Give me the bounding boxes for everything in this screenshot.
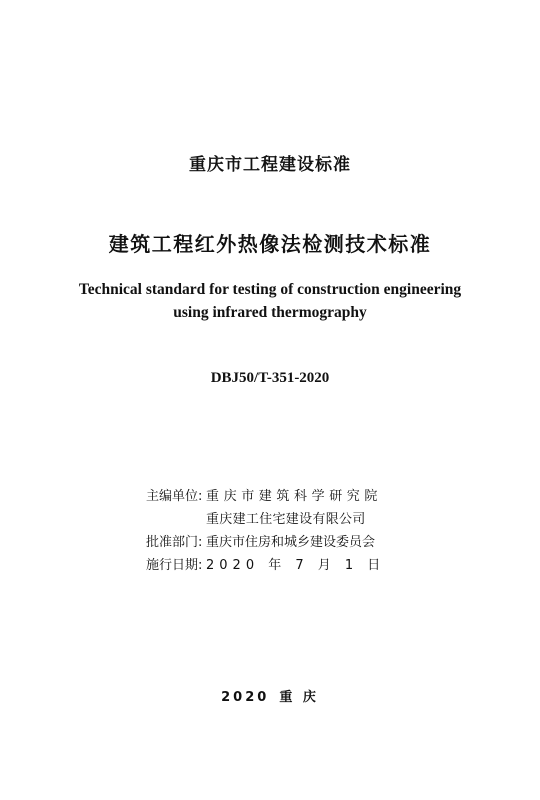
- title-chinese: 建筑工程红外热像法检测技术标准: [108, 232, 432, 256]
- standard-code: DBJ50/T-351-2020: [210, 370, 330, 386]
- editor-row: [146, 485, 385, 508]
- editor-label: 主编单位:: [146, 489, 203, 504]
- approver-row: [146, 531, 385, 554]
- footer-publisher: [0, 686, 540, 705]
- editor-unit-2: 重庆建工住宅建设有限公司: [206, 512, 366, 527]
- footer-city: 重 庆: [279, 690, 319, 705]
- title-english: [0, 278, 540, 324]
- series-title: 重庆市工程建设标准: [189, 155, 351, 175]
- editor-row-2: [146, 508, 385, 531]
- publication-info: [146, 485, 385, 577]
- editor-unit-1: 重庆市建筑科学研究院: [206, 489, 383, 504]
- approver-label: 批准部门:: [146, 535, 203, 550]
- title-english-line-1: Technical standard for testing of construction engineering: [78, 281, 462, 298]
- date-value: 2020 年 7 月 1 日: [206, 558, 386, 573]
- date-row: [146, 554, 385, 577]
- footer-year: 2020: [221, 690, 270, 705]
- title-english-line-2: using infrared thermography: [173, 304, 367, 321]
- approver-value: 重庆市住房和城乡建设委员会: [206, 535, 376, 550]
- date-label: 施行日期:: [146, 558, 203, 573]
